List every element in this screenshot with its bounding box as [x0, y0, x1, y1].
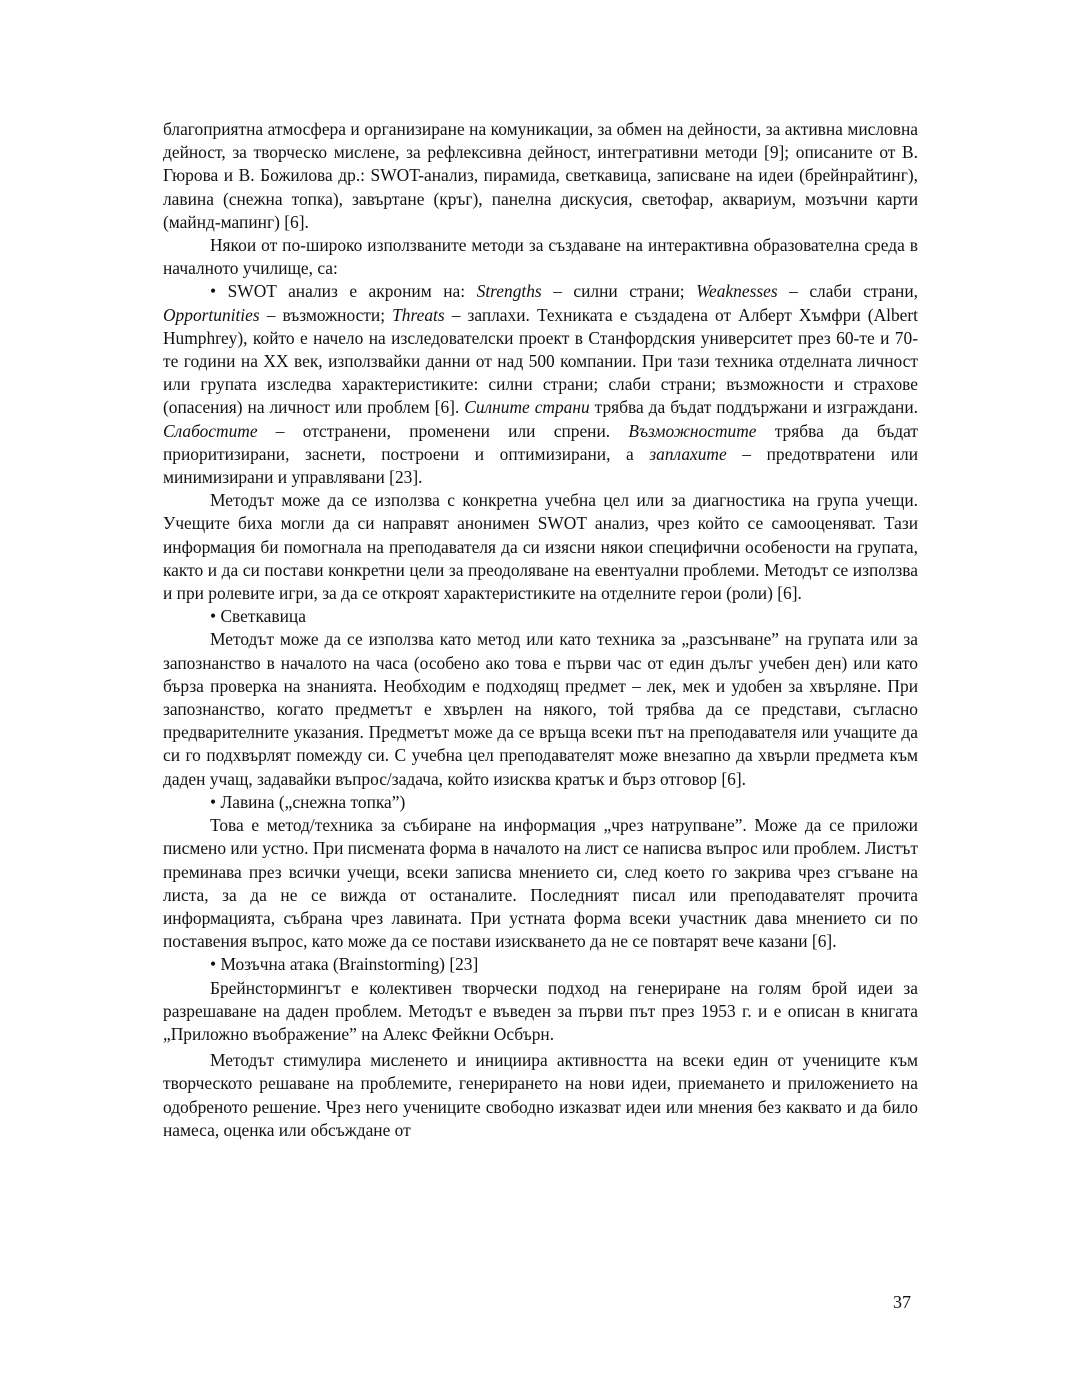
italic-term: заплахите: [649, 443, 727, 464]
text-run: Методът стимулира мисленето и инициира активността на всеки един от учениците към творческото решаване на проблемите, генерирането на нови идеи, приемането и приложението на одобреното решение. Чрез него учениците свободно изказват идеи или мнения без каквато и да било намеса, оценка или обсъждане от: [163, 1050, 918, 1140]
bullet-paragraph: [163, 791, 918, 814]
italic-term: Възможностите: [628, 420, 757, 441]
text-run: трябва да бъдат приоритизирани, заснети, построени и оптимизирани, а: [163, 420, 918, 464]
text-run: Брейнстормингът е колективен творчески подход на генериране на голям брой идеи за разрешаване на даден проблем. Методът е въведен за първи път през 1953 г. и е описан в книгата „Приложно въображение” на Алекс Фейкни Осбърн.: [163, 977, 918, 1044]
text-run: Някои от по-широко използваните методи за създаване на интерактивна образователна среда в началното училище, са:: [163, 235, 918, 279]
text-run: – силни страни;: [541, 281, 697, 302]
italic-term: Opportunities: [163, 304, 260, 325]
bullet-icon: •: [210, 606, 217, 627]
text-run: Това е метод/техника за събиране на информация „чрез натрупване”. Може да се приложи писмено или устно. При писмената форма в началото на лист се написва въпрос или проблем. Листът преминава през всички учещи, всеки записва мнението си, след което го закрива чрез сгъване на листа, за да не се вижда от останалите. Последният писал или преподавателят прочита информацията, събрана чрез лавината. При устната форма всеки участник дава мнението си по поставения въпрос, като може да се постави изискването да не се повтарят вече казани [6].: [163, 815, 918, 952]
paragraph: [163, 628, 918, 790]
bullet-icon: •: [210, 791, 217, 812]
bullet-paragraph: [163, 953, 918, 976]
document-body: [163, 118, 918, 1142]
bullet-paragraph: [163, 280, 918, 489]
text-run: – слаби страни,: [777, 281, 919, 302]
text-run: Методът може да се използва като метод или като техника за „разсънване” на групата или за запознанство в началото на часа (особено ако това е първи час от един дълъг учебен ден) или като бърза проверка на знанията. Необходим е подходящ предмет – лек, мек и удобен за хвърляне. При запознанство, когато предметът е хвърлен на някого, той трябва да се представи, съгласно предварителните указания. Предметът може да се връща всеки път на преподавателя или учащите да си го подхвърлят помежду си. С учебна цел преподавателят може внезапно да хвърли предмета към даден учащ, задавайки въпрос/задача, който изисква кратък и бърз отговор [6].: [163, 629, 918, 789]
paragraph: [163, 489, 918, 605]
page-number: 37: [893, 1292, 911, 1312]
paragraph: [163, 1049, 918, 1142]
text-run: – възможности;: [259, 304, 393, 325]
italic-term: Weaknesses: [696, 281, 778, 302]
text-run: трябва да бъдат поддържани и изграждани.: [589, 397, 918, 418]
italic-term: Threats: [392, 304, 445, 325]
bullet-paragraph: [163, 605, 918, 628]
italic-term: Strengths: [476, 281, 542, 302]
text-run: Методът може да се използва с конкретна учебна цел или за диагностика на група учещи. Учещите биха могли да си направят анонимен SWOT анализ, чрез който се самооценяват. Тази информация би помогнала на преподавателя да си изясни някои специфични особености на групата, както и да си постави конкретни цели за преодоляване на евентуални проблеми. Методът се използва и при ролевите игри, за да се откроят характеристиките на отделните герои (роли) [6].: [163, 490, 918, 604]
text-run: SWOT анализ е акроним на:: [227, 281, 477, 302]
text-run: – заплахи. Техниката е създадена от Алберт Хъмфри (Albert Humphrey), който е начело на изследователски проект в Станфордския университет през 60-те и 70-те години на XX век, използвайки данни от над 500 компании. При тази техника отделната личност или групата изследва характеристиките: силни страни; слаби страни; възможности и страхове (опасения) на личност или проблем [6].: [163, 304, 918, 418]
paragraph: [163, 814, 918, 953]
text-run: благоприятна атмосфера и организиране на комуникации, за обмен на дейности, за активна мисловна дейност, за творческо мислене, за рефлексивна дейност, интегративни методи [9]; описаните от В. Гюрова и В. Божилова др.: SWOT-анализ, пирамида, светкавица, записване на идеи (брейнрайтинг), лавина (снежна топка), завъртане (кръг), панелна дискусия, светофар, аквариум, мозъчни карти (майнд-мапинг) [6].: [163, 119, 918, 232]
italic-term: Силните страни: [464, 397, 590, 418]
text-run: Лавина („снежна топка”): [220, 791, 406, 812]
text-run: – предотвратени или минимизирани и управлявани [23].: [163, 443, 918, 488]
text-run: Светкавица: [220, 606, 306, 627]
italic-term: Слабостите: [163, 420, 258, 441]
bullet-icon: •: [210, 954, 217, 975]
text-run: Мозъчна атака (Brainstorming) [23]: [220, 954, 479, 975]
bullet-icon: •: [210, 281, 217, 302]
text-run: – отстранени, променени или спрени.: [257, 420, 629, 441]
paragraph: [163, 977, 918, 1047]
paragraph: [163, 118, 918, 234]
paragraph: [163, 234, 918, 280]
